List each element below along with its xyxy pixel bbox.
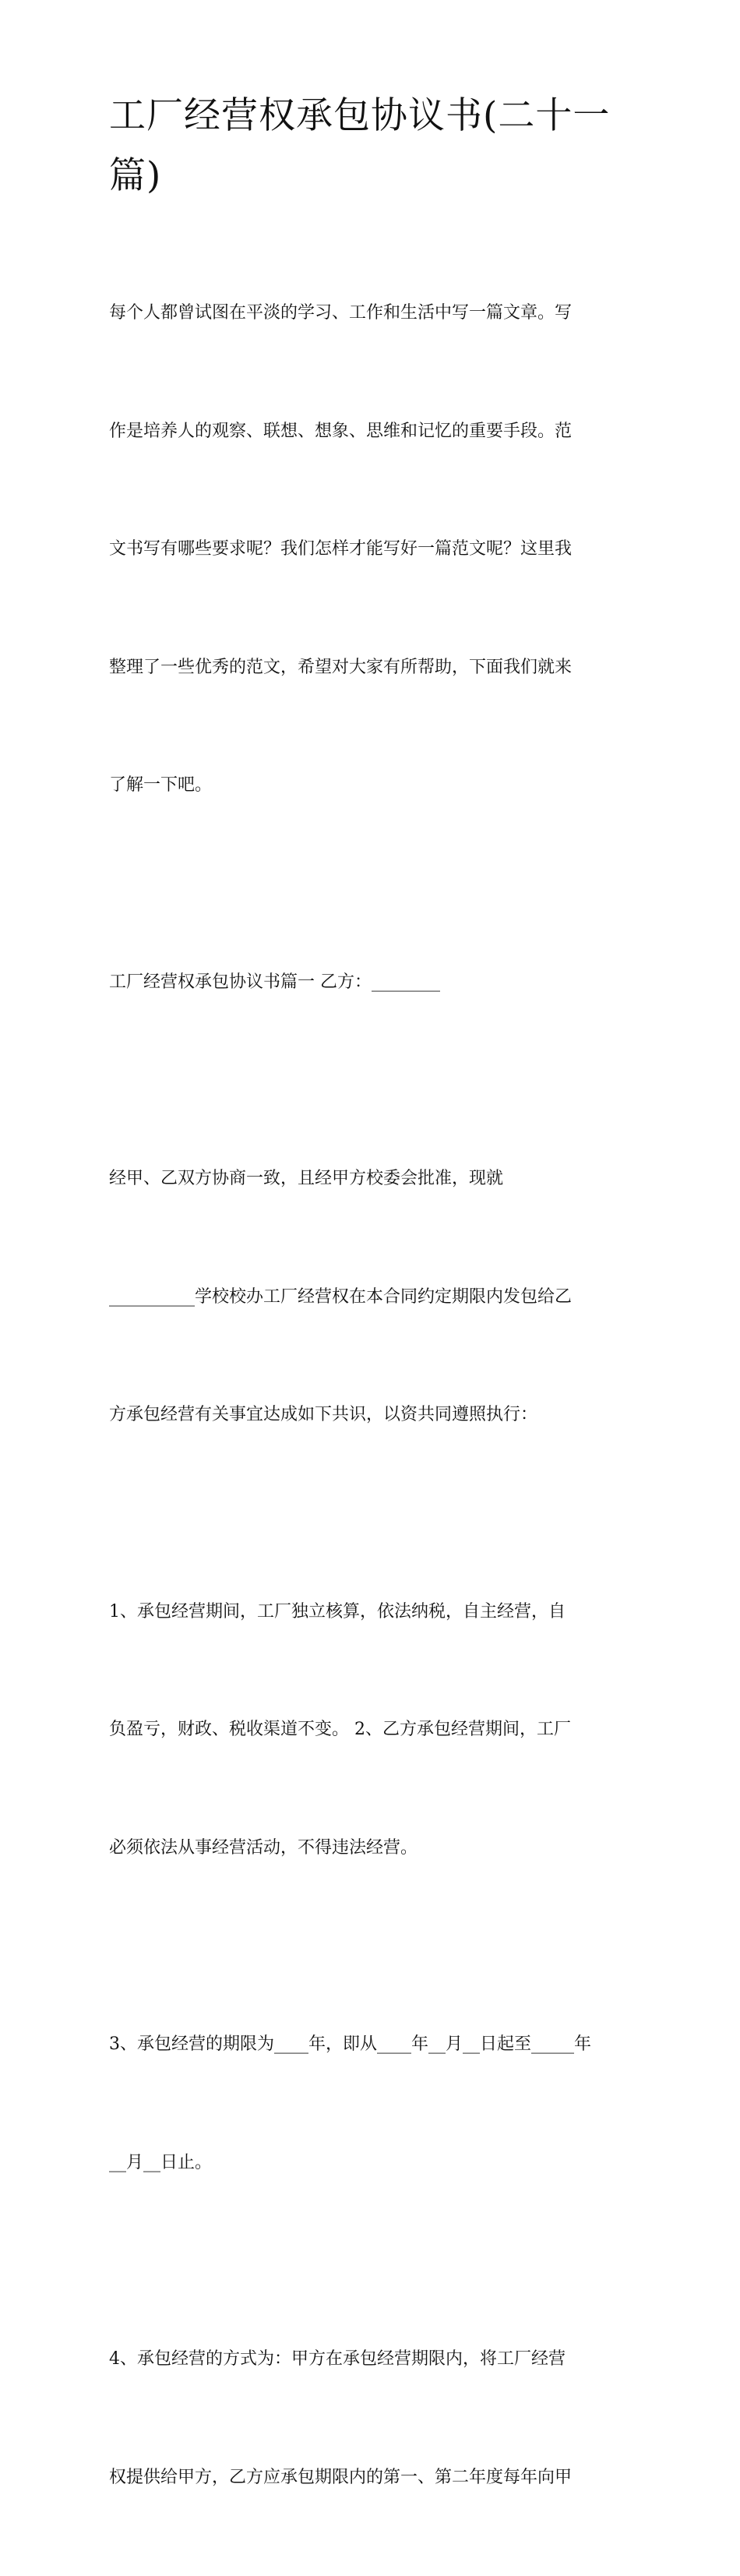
text-line: 负盈亏，财政、税收渠道不变。 2、乙方承包经营期间，工厂 (109, 1720, 571, 1739)
intro-paragraph (109, 215, 635, 884)
text-line: 作是培养人的观察、联想、想象、思维和记忆的重要手段。范 (109, 421, 573, 441)
text-line: 整理了一些优秀的范文，希望对大家有所帮助，下面我们就来 (109, 657, 573, 677)
text-line: 工厂经营权承包协议书篇一 乙方：________ (109, 972, 440, 992)
document-title (109, 86, 639, 206)
clause-paragraph (109, 1514, 635, 1947)
clause-paragraph (109, 1946, 635, 2261)
text-line: __________学校校办工厂经营权在本合同约定期限内发包给乙 (109, 1286, 573, 1307)
text-line: 4、承包经营的方式为：甲方在承包经营期限内，将工厂经营 (109, 2349, 566, 2369)
text-line: 3、承包经营的期限为____年，即从____年__月__日起至_____年 (109, 2034, 591, 2054)
document-body (109, 215, 635, 2576)
text-line: 文书写有哪些要求呢？我们怎样才能写好一篇范文呢？这里我 (109, 539, 573, 559)
clause-paragraph (109, 2261, 635, 2576)
text-line: 方承包经营有关事宜达成如下共识，以资共同遵照执行： (109, 1405, 538, 1424)
text-line: 必须依法从事经营活动，不得违法经营。 (109, 1837, 418, 1858)
text-line: 1、承包经营期间，工厂独立核算，依法纳税，自主经营，自 (109, 1601, 566, 1621)
text-line: 经甲、乙双方协商一致，且经甲方校委会批准，现就 (109, 1169, 504, 1188)
text-line: 权提供给甲方，乙方应承包期限内的第一、第二年度每年向甲 (109, 2467, 573, 2487)
section-heading-paragraph (109, 884, 635, 1082)
preamble-paragraph (109, 1081, 635, 1514)
title-line: 篇) (109, 154, 162, 197)
text-line: __月__日止。 (109, 2152, 213, 2172)
title-line: 工厂经营权承包协议书(二十一 (109, 94, 611, 137)
text-line: 每个人都曾试图在平淡的学习、工作和生活中写一篇文章。写 (109, 303, 573, 323)
text-line: 了解一下吧。 (109, 775, 213, 795)
